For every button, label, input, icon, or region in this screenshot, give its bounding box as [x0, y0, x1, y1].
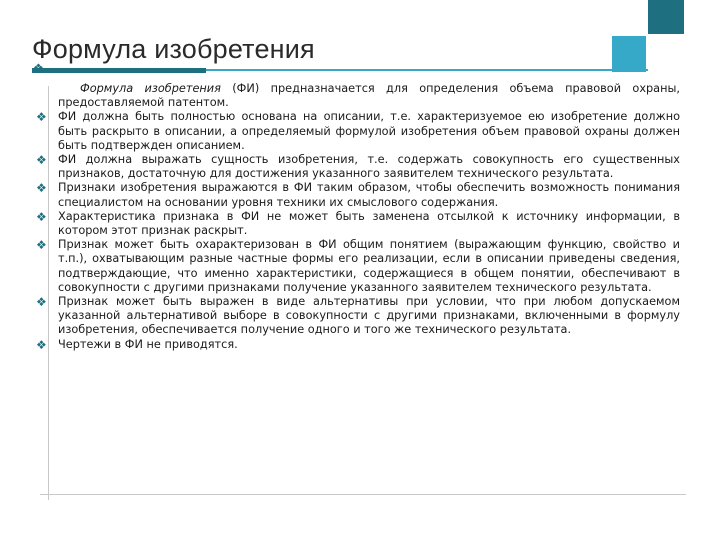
diamond-bullet-icon: ❖: [36, 295, 47, 310]
intro-emphasis: Формула изобретения: [80, 82, 221, 95]
list-item-text: ФИ должна быть полностью основана на описании, т.е. характеризуемое ею изобретение должно быть раскрыто в описании, а определяемый формулой изобретения объем правовой охраны должен быть подтвержден описанием.: [58, 110, 680, 152]
list-item: [36, 210, 680, 238]
intro-paragraph: [58, 82, 680, 110]
list-item: [36, 238, 680, 295]
list-item-text: ФИ должна выражать сущность изобретения, т.е. содержать совокупность его существенных признаков, достаточную для достижения указанного заявителем технического результата.: [58, 153, 680, 181]
diamond-bullet-icon: ❖: [33, 61, 44, 75]
list-item: [36, 338, 680, 352]
slide-body: [36, 82, 680, 352]
list-item: [36, 153, 680, 181]
diamond-bullet-icon: ❖: [36, 110, 47, 125]
diamond-bullet-icon: ❖: [36, 337, 47, 352]
bottom-rule: [40, 494, 686, 495]
list-item-text: Характеристика признака в ФИ не может быть заменена отсылкой к источнику информации, в котором этот признак раскрыт.: [58, 209, 680, 238]
list-item: [36, 181, 680, 209]
list-item-text: Признаки изобретения выражаются в ФИ таким образом, чтобы обеспечить возможность понимания специалистом на основании уровня техники их смыслового содержания.: [58, 181, 680, 209]
page-title: Формула изобретения: [32, 34, 315, 64]
title-underline-line: [206, 69, 648, 71]
list-item-text: Чертежи в ФИ не приводятся.: [58, 337, 238, 351]
list-item-text: Признак может быть охарактеризован в ФИ общим понятием (выражающим функцию, свойство и т.п.), охватывающим разные частные формы его реализации, если в описании приведены сведения, подтверждающие, что именно характеристики, содержащиеся в общем понятии, обеспечивают в совокупности с другими признаками получение указанного заявителем технического результата.: [58, 238, 680, 294]
intro-text: (ФИ) предназначается для определения объема правовой охраны, предоставляемой патентом.: [58, 82, 680, 110]
decorative-square-dark: [648, 0, 684, 34]
decorative-square-light: [612, 36, 646, 72]
title-underline-bar: [32, 68, 206, 73]
list-item: [36, 295, 680, 338]
diamond-bullet-icon: ❖: [36, 153, 47, 168]
bullet-list: [36, 110, 680, 351]
list-item-text: Признак может быть выражен в виде альтернативы при условии, что при любом допускаемом указанной альтернативой выборе в совокупности с другими признаками, включенными в формулу изобретения, обеспечивается получение одного и того же технического результата.: [58, 295, 680, 337]
list-item: [36, 110, 680, 153]
diamond-bullet-icon: ❖: [36, 209, 47, 224]
diamond-bullet-icon: ❖: [36, 238, 47, 253]
diamond-bullet-icon: ❖: [36, 181, 47, 196]
